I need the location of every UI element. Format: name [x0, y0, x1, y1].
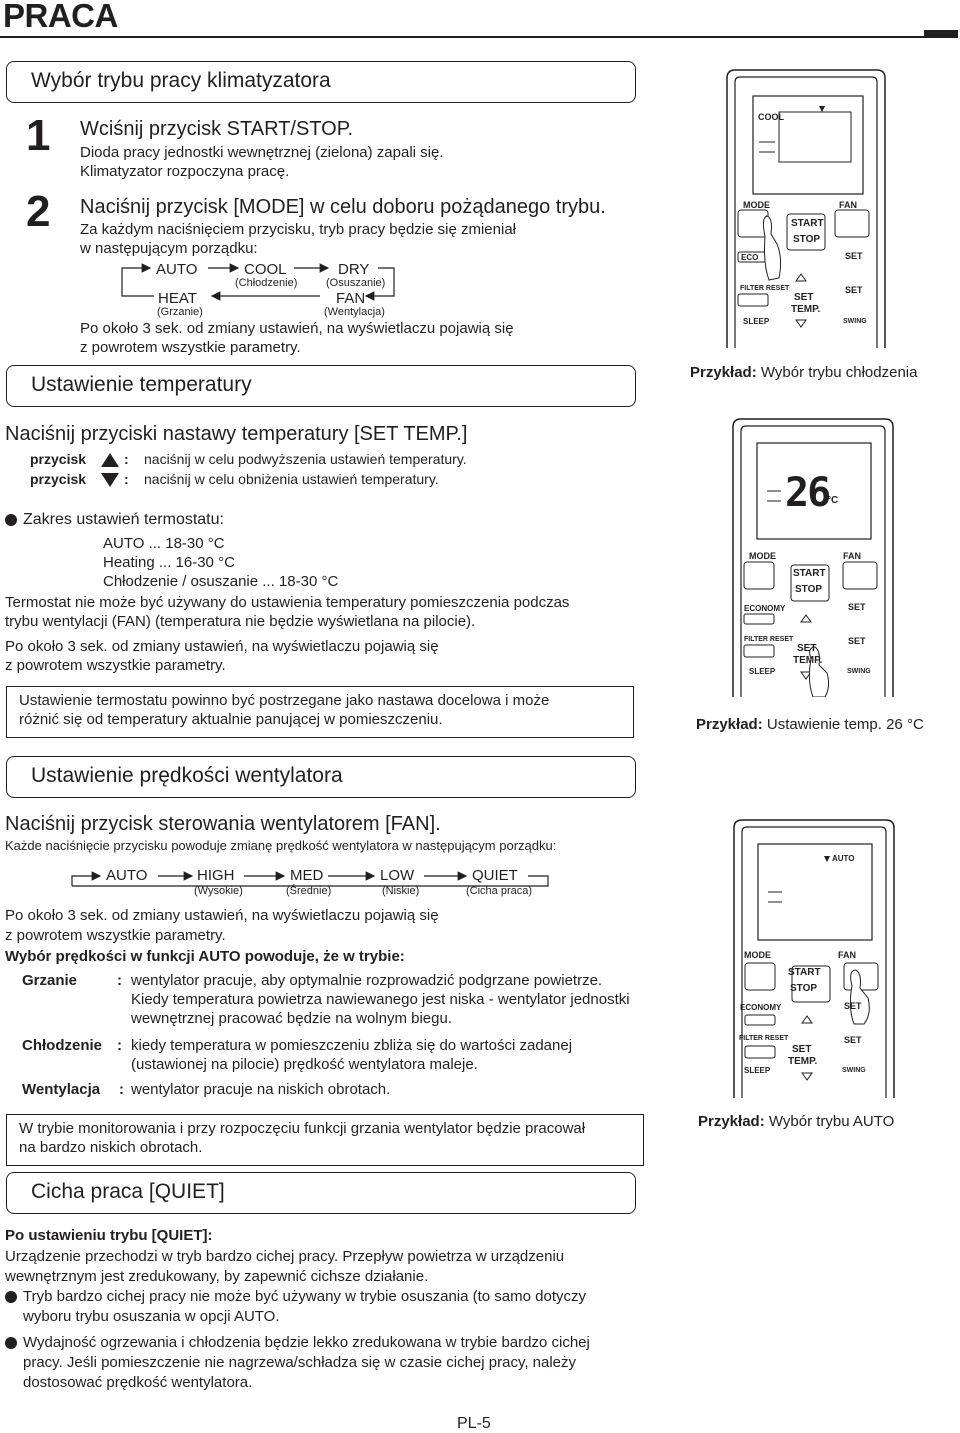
remote2-stop-label: STOP: [795, 584, 823, 595]
fan-heat-line-2: Kiedy temperatura powietrza nawiewanego jest niska - wentylator jednostki: [131, 991, 630, 1008]
remote2-sleep-label: SLEEP: [749, 667, 776, 676]
up-triangle-icon: [100, 452, 120, 468]
remote1-stop-label: STOP: [793, 234, 821, 245]
remote3-fan-label: FAN: [838, 950, 856, 960]
caption-cool: [690, 364, 917, 381]
remote1-fan-label: FAN: [839, 200, 857, 210]
fan-seq-low: LOW: [380, 867, 415, 884]
remote3-settemp-2: TEMP.: [788, 1056, 818, 1067]
fan-seq-auto: AUTO: [106, 867, 148, 884]
remote3-mode-label: MODE: [744, 950, 771, 960]
remote-control-cool: [725, 68, 887, 348]
bullet: [5, 1337, 17, 1349]
fan-cool-label: Chłodzenie: [22, 1037, 103, 1054]
fan-note-line-1: W trybie monitorowania i przy rozpoczęciu funkcji grzania wentylator będzie pracował: [19, 1120, 586, 1137]
temp-note-line-2: różnić się od temperatury aktualnie panującej w pomieszczeniu.: [19, 711, 443, 728]
fan-heat-colon: :: [117, 972, 122, 989]
remote2-swing-label: SWING: [847, 668, 871, 675]
caption-cool-bold: Przykład:: [690, 364, 757, 381]
step-2-line-2: w następującym porządku:: [80, 240, 258, 257]
remote2-display-unit: °C: [827, 495, 839, 506]
range-cooling: Chłodzenie / osuszanie ... 18-30 °C: [103, 573, 339, 590]
remote1-settemp-2: TEMP.: [791, 304, 821, 315]
fan-note-line-2: na bardzo niskich obrotach.: [19, 1139, 203, 1156]
remote3-start-label: START: [788, 967, 821, 978]
mode-after-line-1: Po około 3 sek. od zmiany ustawień, na wyświetlaczu pojawią się: [80, 320, 514, 337]
caption-auto: [698, 1113, 894, 1130]
section-fan-title: Ustawienie prędkości wentylatora: [31, 764, 343, 787]
cycle-cool: COOL: [244, 261, 287, 278]
step-1-heading: Wciśnij przycisk START/STOP.: [80, 118, 354, 140]
remote2-set2-label: SET: [848, 636, 866, 646]
remote-control-temp: [731, 417, 895, 697]
caption-cool-text: Wybór trybu chłodzenia: [756, 364, 918, 381]
fan-intro: Każde naciśnięcie przycisku powoduje zmianę prędkość wentylatora w następującym porządku:: [5, 838, 557, 853]
cycle-heat: HEAT: [158, 290, 197, 307]
remote3-set-label: SET: [844, 1001, 862, 1011]
fan-heat-line-1: wentylator pracuje, aby optymalnie rozprowadzić podgrzane powietrze.: [131, 972, 603, 989]
down-button-label: przycisk: [30, 471, 87, 487]
fan-heat-line-3: wewnętrznej pracować będzie na wolnym biegu.: [131, 1010, 453, 1027]
quiet-bullet-2c: dostosować prędkość wentylatora.: [23, 1374, 253, 1391]
quiet-bullet-2a: Wydajność ogrzewania i chłodzenia będzie lekko zredukowana w trybie bardzo cichej: [23, 1334, 590, 1351]
section-temp-box: [6, 365, 636, 407]
fan-fan-colon: :: [119, 1081, 124, 1098]
range-auto: AUTO ... 18-30 °C: [103, 535, 225, 552]
fan-para-1a: Po około 3 sek. od zmiany ustawień, na wyświetlaczu pojawią się: [5, 907, 439, 924]
fan-seq-quiet: QUIET: [472, 867, 518, 884]
remote1-swing-label: SWING: [843, 318, 867, 325]
remote3-sleep-label: SLEEP: [744, 1066, 771, 1075]
section-quiet-title: Cicha praca [QUIET]: [31, 1180, 225, 1203]
remote3-stop-label: STOP: [790, 983, 818, 994]
remote1-mode-label: MODE: [743, 200, 770, 210]
temp-heading: Naciśnij przyciski nastawy temperatury [SET TEMP.]: [5, 423, 468, 445]
remote3-swing-label: SWING: [842, 1067, 866, 1074]
quiet-para-1b: wewnętrznym jest zredukowany, by zapewnić cichsze działanie.: [5, 1268, 429, 1285]
quiet-bullet-1a: Tryb bardzo cichej pracy nie może być używany w trybie osuszania (to samo dotyczy: [23, 1288, 587, 1305]
range-heading: Zakres ustawień termostatu:: [23, 511, 224, 528]
remote1-start-label: START: [791, 218, 824, 229]
fan-seq-med-sub: (Średnie): [286, 885, 332, 897]
remote3-settemp-1: SET: [792, 1044, 812, 1055]
temp-note-box: [6, 686, 634, 738]
quiet-para-1a: Urządzenie przechodzi w tryb bardzo cichej pracy. Przepływ powietrza w urządzeniu: [5, 1248, 565, 1265]
fan-note-box: [6, 1114, 644, 1166]
step-1-number: 1: [26, 111, 51, 160]
step-1-line-1: Dioda pracy jednostki wewnętrznej (zielona) zapali się.: [80, 144, 444, 161]
section-temp-title: Ustawienie temperatury: [31, 373, 252, 396]
remote1-filter-label: FILTER RESET: [740, 285, 790, 292]
fan-para-1b: z powrotem wszystkie parametry.: [5, 927, 226, 944]
fan-auto-heading: Wybór prędkości w funkcji AUTO powoduje, że w trybie:: [5, 948, 405, 965]
remote1-settemp-1: SET: [794, 292, 814, 303]
cycle-auto: AUTO: [156, 261, 198, 278]
remote3-filter-label: FILTER RESET: [739, 1035, 789, 1042]
remote2-settemp-2: TEMP.: [793, 655, 823, 666]
down-button-text: naciśnij w celu obniżenia ustawień temperatury.: [144, 471, 439, 487]
page-title: PRACA: [3, 0, 118, 34]
remote3-display-auto: AUTO: [832, 854, 855, 863]
remote3-set2-label: SET: [844, 1035, 862, 1045]
caption-temp: [696, 716, 924, 733]
fan-seq-low-sub: (Niskie): [382, 885, 420, 897]
remote1-set-label: SET: [845, 251, 863, 261]
remote1-set2-label: SET: [845, 285, 863, 295]
fan-fan-line-1: wentylator pracuje na niskich obrotach.: [131, 1081, 391, 1098]
fan-cool-colon: :: [117, 1037, 122, 1054]
fan-cool-line-2: (ustawionej na pilocie) prędkość wentylatora maleje.: [131, 1056, 478, 1073]
remote2-set-label: SET: [848, 602, 866, 612]
temp-para-2b: z powrotem wszystkie parametry.: [5, 657, 226, 674]
remote2-start-label: START: [793, 568, 826, 579]
fan-seq-high-sub: (Wysokie): [194, 885, 243, 897]
temp-para-1a: Termostat nie może być używany do ustawienia temperatury pomieszczenia podczas: [5, 594, 570, 611]
fan-seq-high: HIGH: [197, 867, 235, 884]
header-bar: [924, 30, 958, 38]
up-button-text: naciśnij w celu podwyższenia ustawień temperatury.: [144, 451, 467, 467]
arrow-heat-auto: [122, 268, 154, 296]
step-1-line-2: Klimatyzator rozpoczyna pracę.: [80, 163, 290, 180]
section-quiet-box: [6, 1172, 636, 1214]
caption-auto-text: Wybór trybu AUTO: [764, 1113, 895, 1130]
remote1-sleep-label: SLEEP: [743, 317, 770, 326]
caption-temp-text: Ustawienie temp. 26 °C: [762, 716, 924, 733]
quiet-bullet-1b: wyboru trybu osuszania w opcji AUTO.: [23, 1308, 280, 1325]
bullet: [5, 1291, 17, 1303]
cycle-fan-sub: (Wentylacja): [324, 306, 385, 318]
mode-after-line-2: z powrotem wszystkie parametry.: [80, 339, 301, 356]
fan-cool-line-1: kiedy temperatura w pomieszczeniu zbliża się do wartości zadanej: [131, 1037, 573, 1054]
remote2-mode-label: MODE: [749, 551, 776, 561]
quiet-bullet-2b: pracy. Jeśli pomieszczenie nie nagrzewa/schładza się w czasie cichej pracy, należy: [23, 1354, 577, 1371]
remote3-eco-label: ECONOMY: [740, 1003, 782, 1012]
remote1-display-mode: COOL: [758, 112, 784, 122]
page-number: PL-5: [457, 1415, 491, 1432]
up-colon: :: [124, 451, 129, 467]
caption-temp-bold: Przykład:: [696, 716, 763, 733]
cycle-fan: FAN: [336, 290, 366, 307]
cycle-dry: DRY: [338, 261, 370, 278]
step-2-line-1: Za każdym naciśnięciem przycisku, tryb pracy będzie się zmieniał: [80, 221, 516, 238]
step-2-heading: Naciśnij przycisk [MODE] w celu doboru pożądanego trybu.: [80, 196, 606, 218]
bullet: [5, 514, 17, 526]
up-button-label: przycisk: [30, 451, 87, 467]
remote2-fan-label: FAN: [843, 551, 861, 561]
section-mode-title: Wybór trybu pracy klimatyzatora: [31, 69, 331, 92]
cycle-heat-sub: (Grzanie): [157, 306, 203, 318]
step-2-number: 2: [26, 187, 51, 236]
section-fan-box: [6, 756, 636, 798]
fan-fan-label: Wentylacja: [22, 1081, 101, 1098]
caption-auto-bold: Przykład:: [698, 1113, 765, 1130]
quiet-heading: Po ustawieniu trybu [QUIET]:: [5, 1227, 213, 1244]
down-colon: :: [124, 471, 129, 487]
remote2-display-temp: 26: [785, 470, 830, 516]
fan-seq-quiet-sub: (Cicha praca): [466, 885, 533, 897]
remote2-settemp-1: SET: [797, 643, 817, 654]
fan-heading: Naciśnij przycisk sterowania wentylatorem [FAN].: [5, 813, 441, 835]
cycle-dry-sub: (Osuszanie): [326, 277, 386, 289]
temp-para-1b: trybu wentylacji (FAN) (temperatura nie będzie wyświetlana na pilocie).: [5, 613, 476, 630]
remote2-eco-label: ECONOMY: [744, 604, 786, 613]
cycle-cool-sub: (Chłodzenie): [235, 277, 298, 289]
remote2-filter-label: FILTER RESET: [744, 636, 794, 643]
temp-para-2a: Po około 3 sek. od zmiany ustawień, na wyświetlaczu pojawią się: [5, 638, 439, 655]
remote-control-auto: [732, 818, 896, 1098]
header-rule: [0, 36, 958, 38]
section-mode-box: [6, 61, 636, 103]
remote1-eco-label: ECO: [741, 253, 759, 262]
temp-note-line-1: Ustawienie termostatu powinno być postrzegane jako nastawa docelowa i może: [19, 692, 550, 709]
fan-seq-med: MED: [290, 867, 324, 884]
fan-heat-label: Grzanie: [22, 972, 78, 989]
range-heating: Heating ... 16-30 °C: [103, 554, 235, 571]
down-triangle-icon: [100, 472, 120, 488]
page-header: [0, 0, 960, 38]
